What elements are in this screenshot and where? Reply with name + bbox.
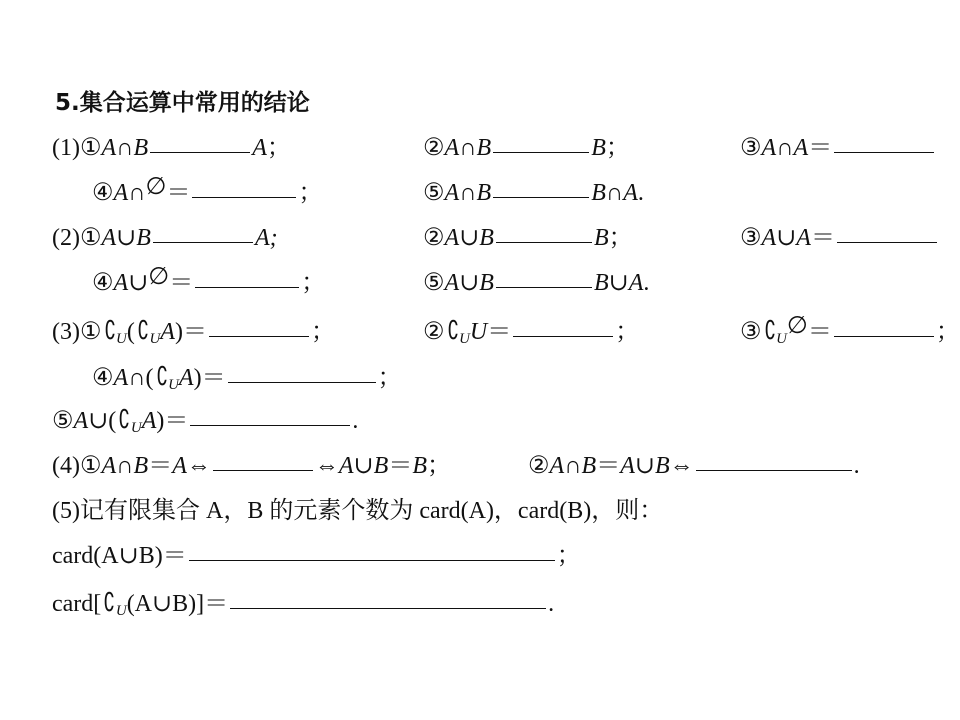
punct: ； [426,453,451,479]
item-3-4: $④A\cap(∁_UA)=$ ； [92,362,402,393]
punct: . [637,180,644,206]
punct: ； [301,270,326,296]
var: A [160,319,175,345]
item-4-1 [52,451,451,481]
var: B [593,270,609,296]
answer-blank[interactable] [213,469,313,471]
circle-num: ④ [92,270,114,296]
var: A [113,365,129,391]
answer-blank[interactable] [153,241,253,243]
answer-blank[interactable] [834,335,934,337]
var: B [591,180,606,206]
var: A [444,270,460,296]
var: A [623,180,638,206]
var: B [479,225,494,251]
item-5-intro [52,496,663,526]
item-3-1: $(3)①∁_U(∁_UA)=$ ； [52,316,335,347]
var: B [593,225,609,251]
label: (1) [52,135,80,161]
subscript: U [116,331,127,347]
var: B [476,180,492,206]
item-3-5: $⑤A\cup(∁_UA)=$ . [52,405,359,436]
formula-text: card(A∪B)＝ [52,543,187,569]
op: ＝ [808,135,833,161]
var: A [101,225,117,251]
item-2-1: (2)①A∪B A; [52,225,278,251]
var: A [761,135,777,161]
circle-num: ③ [740,319,762,345]
op: ∩ [459,135,477,161]
circle-num: ⑤ [52,408,74,434]
circle-num: ① [79,135,102,161]
op: ＝ [487,319,512,345]
circle-num: ③ [740,225,762,251]
circle-num: ① [79,453,102,479]
item-2-2 [423,223,633,253]
complement-icon: ∁ [103,316,116,345]
empty-set-icon: ∅ [145,174,167,200]
op: ＝ [201,365,226,391]
punct: . [548,591,555,617]
complement-icon: ∁ [156,362,168,391]
punct: ； [556,543,581,569]
formula-text: (A∪B)]＝ [126,591,229,617]
op: ＝ [810,225,835,251]
circle-num: ② [423,225,445,251]
punct: ； [605,135,630,161]
answer-blank[interactable] [209,335,309,337]
circle-num: ④ [92,365,114,391]
circle-num: ① [79,319,102,345]
op: ＝ [807,319,832,345]
empty-set-icon: ∅ [148,264,170,290]
var: A [338,453,354,479]
op: ∩ [776,135,794,161]
var: A [444,225,460,251]
var: A [761,225,777,251]
answer-blank[interactable] [834,151,934,153]
op: ＝ [164,408,189,434]
complement-icon: ∁ [118,405,131,434]
answer-blank[interactable] [190,424,350,426]
answer-blank[interactable] [230,607,546,609]
iff-icon: ⇔ [186,453,211,479]
label: (5) [52,498,80,524]
var: B [412,453,427,479]
op: ∩ [116,453,134,479]
var: A [113,180,129,206]
circle-num: ② [423,135,445,161]
formula-text: card[ [52,591,102,617]
item-1-1 [52,133,291,163]
circle-num: ① [79,225,102,251]
var: B [479,270,494,296]
op: ∩ [128,180,146,206]
answer-blank[interactable] [189,559,555,561]
item-2-3 [740,223,939,253]
item-5-2 [52,588,554,626]
item-1-3 [740,133,936,163]
answer-blank[interactable] [513,335,613,337]
op: ∩ [116,135,134,161]
var: U [469,319,488,345]
circle-num: ③ [740,135,762,161]
iff-icon: ⇔ [314,453,339,479]
op: ∪ [459,225,480,251]
iff-icon: ⇔ [669,453,694,479]
op: ∪ [459,270,480,296]
var: A [444,180,460,206]
op: ∪ [88,408,109,434]
punct: . [853,453,860,479]
punct: ； [377,365,402,391]
subscript: U [459,331,470,347]
item-3-3 [740,313,960,354]
circle-num: ④ [92,180,114,206]
item-2-4 [92,264,326,298]
subscript: U [130,420,142,436]
answer-blank[interactable] [228,381,376,383]
var: B [581,453,597,479]
item-4-2 [528,451,860,481]
answer-blank[interactable] [496,286,592,288]
op: ＝ [596,453,621,479]
answer-blank[interactable] [696,469,852,471]
item-1-5 [423,178,644,208]
punct: ； [615,319,640,345]
item-2-5 [423,268,649,298]
op: ∪ [116,225,137,251]
op: ∪ [634,453,655,479]
var: A [252,135,267,161]
var: A [172,453,187,479]
label: (2) [52,225,80,251]
var: A [178,365,194,391]
answer-blank[interactable] [837,241,937,243]
complement-icon: ∁ [137,316,149,345]
var: A [620,453,635,479]
complement-icon: ∁ [763,316,776,345]
op: ∩ [128,365,146,391]
op: ∩ [459,180,477,206]
circle-num: ② [528,453,550,479]
op: ∪ [776,225,797,251]
var: A [101,135,117,161]
complement-icon: ∁ [103,588,116,617]
var: A [113,270,129,296]
punct: ； [310,319,335,345]
var: A [101,453,117,479]
item-1-2 [423,133,630,163]
var: B [591,135,606,161]
answer-blank[interactable] [150,151,250,153]
answer-blank[interactable] [493,151,589,153]
statement-text: 记有限集合 A，B 的元素个数为 card(A)，card(B)，则： [79,498,664,524]
punct: . [643,270,650,296]
answer-blank[interactable] [493,196,589,198]
var: A [141,408,157,434]
circle-num: ⑤ [423,270,445,296]
complement-icon: ∁ [446,316,459,345]
var: B [373,453,389,479]
op: ∪ [128,270,149,296]
punct: ； [266,135,291,161]
punct: ； [935,319,960,345]
var: A [628,270,644,296]
op: ＝ [166,180,191,206]
var: B [654,453,670,479]
item-1-4 [92,174,323,208]
item-5-1 [52,541,581,571]
op: ∪ [608,270,629,296]
section-title: 5.集合运算中常用的结论 [55,90,310,116]
subscript: U [115,603,127,619]
label: (3) [52,319,80,345]
empty-set-icon: ∅ [786,313,808,339]
var: A [444,135,460,161]
op: ＝ [148,453,173,479]
op: ＝ [169,270,194,296]
subscript: U [149,331,161,347]
subscript: U [776,331,787,347]
circle-num: ⑤ [423,180,445,206]
label: (4) [52,453,80,479]
answer-blank[interactable] [192,196,296,198]
var: B [476,135,492,161]
op: ∩ [564,453,582,479]
item-3-2 [423,316,639,354]
op: ＝ [182,319,207,345]
var: A [254,225,270,251]
answer-blank[interactable] [195,286,299,288]
punct: ； [608,225,633,251]
var: B [133,135,149,161]
var: A [549,453,565,479]
op: ∩ [605,180,624,206]
subscript: U [168,377,179,393]
var: A [73,408,89,434]
punct: ； [298,180,323,206]
var: A [796,225,811,251]
circle-num: ② [423,319,445,345]
var: B [136,225,151,251]
op: ＝ [388,453,413,479]
punct: . [352,408,359,434]
answer-blank[interactable] [496,241,592,243]
var: A [793,135,809,161]
var: B [133,453,149,479]
op: ∪ [353,453,374,479]
